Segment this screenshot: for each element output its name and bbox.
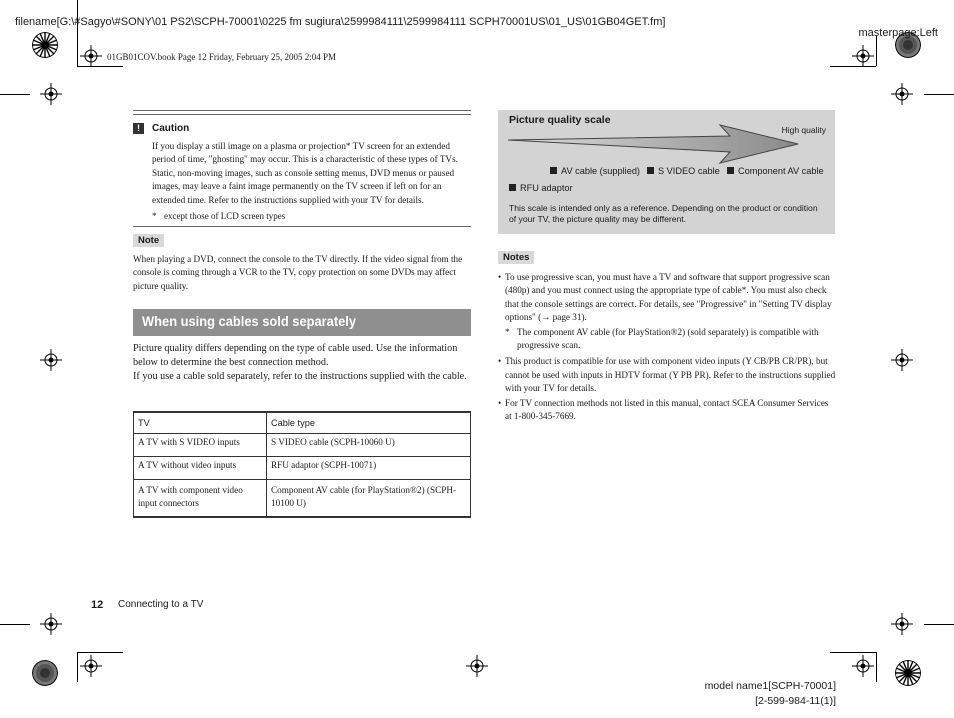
star-target-icon [32,660,58,686]
registration-mark-icon [40,349,62,371]
caution-body: If you display a still image on a plasma or projection* TV screen for an extended period of time, "ghosting" may occur. This is a characteristic of these types of TVs. Static, non-moving images, such as console setting menus, DVD menus or paused images, may leave a faint image permanently on the TV screen if left on for an extended time. Refer to the instructions supplied with your TV for details. [152,141,458,205]
bullet-icon: • [498,272,502,282]
caution-title [133,123,471,134]
caution-box [133,110,471,227]
registration-mark-icon [891,83,913,105]
picture-quality-description: This scale is intended only as a reference. Depending on the product or condition of your TV, the picture quality may be different. [509,203,818,224]
note-text: When playing a DVD, connect the console to the TV directly. If the video signal from the console is coming through a VCR to the TV, copy protection on some DVDs may affect picture quality. [133,254,463,291]
table-row [134,457,471,480]
table-cell: A TV with S VIDEO inputs [134,434,267,457]
registration-mark-icon [40,83,62,105]
list-item [498,271,836,325]
caution-footnote [152,210,471,222]
cable-table [133,411,471,518]
section-paragraph: If you use a cable sold separately, refer to the instructions supplied with the cable. [133,371,467,382]
registration-mark-icon [80,655,102,677]
crop-mark [830,652,876,653]
list-item-text: This product is compatible for use with component video inputs (Y CB/PB CR/PR), but cannot be used with inputs in HDTV format (Y PB PR). Refer to the instructions supplied with your TV for details. [505,356,836,394]
page-number: 12 [91,599,104,611]
legend-item [509,183,573,193]
list-subitem [505,326,836,353]
caution-icon: ! [133,123,144,134]
table-row [134,434,471,457]
star-target-icon [895,660,921,686]
list-item-text: To use progressive scan, you must have a TV and software that support progressive scan (480p) and you must connect using the appropriate type of cable*. You must also check that the console settings are correct. For details, see "Progressive" in "Setting TV display options" (→ page 31). [505,272,832,323]
crop-mark [924,624,954,625]
caution-bottom-rule [133,226,471,227]
table-cell: Component AV cable (for PlayStation®2) (SCPH-10100 U) [267,480,471,518]
footnote-text: except those of LCD screen types [164,211,286,222]
header-masterpage: masterpage:Left [858,27,938,39]
table-cell: A TV without video inputs [134,457,267,480]
table-header-row [134,412,471,434]
star-target-icon [32,32,58,58]
page-section-label: Connecting to a TV [118,599,204,610]
registration-mark-icon [40,613,62,635]
legend-square-icon [727,167,734,174]
legend-item [550,166,640,176]
crop-mark [876,652,877,682]
bullet-icon: • [498,356,502,367]
registration-mark-icon [891,349,913,371]
legend-square-icon [509,184,516,191]
table-cell: RFU adaptor (SCPH-10071) [267,457,471,480]
list-item [498,397,836,424]
table-row [134,480,471,518]
table-cell: A TV with component video input connectors [134,480,267,518]
crop-mark [0,94,30,95]
legend-label: Component AV cable [738,166,824,176]
model-name: model name1[SCPH-70001] [704,680,836,692]
registration-mark-icon [852,655,874,677]
table-header-cable: Cable type [267,412,471,434]
note-label: Note [133,234,164,247]
crop-mark [77,36,78,66]
list-item-text: For TV connection methods not listed in this manual, contact SCEA Consumer Services at 1-800-345-7669. [505,397,829,422]
legend-square-icon [550,167,557,174]
registration-mark-icon [466,655,488,677]
legend-square-icon [647,167,654,174]
notes-label: Notes [498,251,534,264]
legend-label: RFU adaptor [520,183,573,193]
bullet-icon: • [498,397,502,408]
list-item [498,355,836,395]
header-filename: filename[G:\#Sagyo\#SONY\01 PS2\SCPH-70001\0225 fm sugiura\2599984111\2599984111 SCPH70001US\01_US\01GB04GET.fm] [15,16,666,28]
table-cell: S VIDEO cable (SCPH-10060 U) [267,434,471,457]
picture-quality-box [498,110,835,234]
model-code: [2-599-984-11(1)] [755,695,836,707]
caution-top-rule [133,110,471,115]
section-heading-text: When using cables sold separately [142,313,357,329]
legend-item [727,166,824,176]
list-subitem-text: The component AV cable (for PlayStation®2) (sold separately) is compatible with progressive scan. [517,326,819,351]
picture-quality-title: Picture quality scale [509,114,611,126]
registration-mark-icon [852,45,874,67]
registration-mark-icon [80,45,102,67]
high-quality-label: High quality [781,125,826,135]
caution-title-text: Caution [152,123,190,134]
header-bookinfo: 01GB01COV.book Page 12 Friday, February 25, 2005 2:04 PM [107,52,336,62]
footnote-mark: * [152,211,157,222]
section-body [133,342,471,384]
legend-item [647,166,720,176]
note-block [133,230,471,293]
crop-mark [0,624,30,625]
registration-mark-icon [891,613,913,635]
footnote-mark: * [505,326,510,337]
notes-block [498,247,836,424]
crop-mark [77,652,123,653]
legend-label: AV cable (supplied) [561,166,640,176]
crop-mark [924,94,954,95]
section-paragraph: Picture quality differs depending on the type of cable used. Use the information below to determine the best connection method. [133,343,458,368]
crop-mark [876,36,877,66]
table-header-tv: TV [134,412,267,434]
section-heading [133,309,471,336]
legend-label: S VIDEO cable [658,166,720,176]
crop-mark [77,652,78,682]
